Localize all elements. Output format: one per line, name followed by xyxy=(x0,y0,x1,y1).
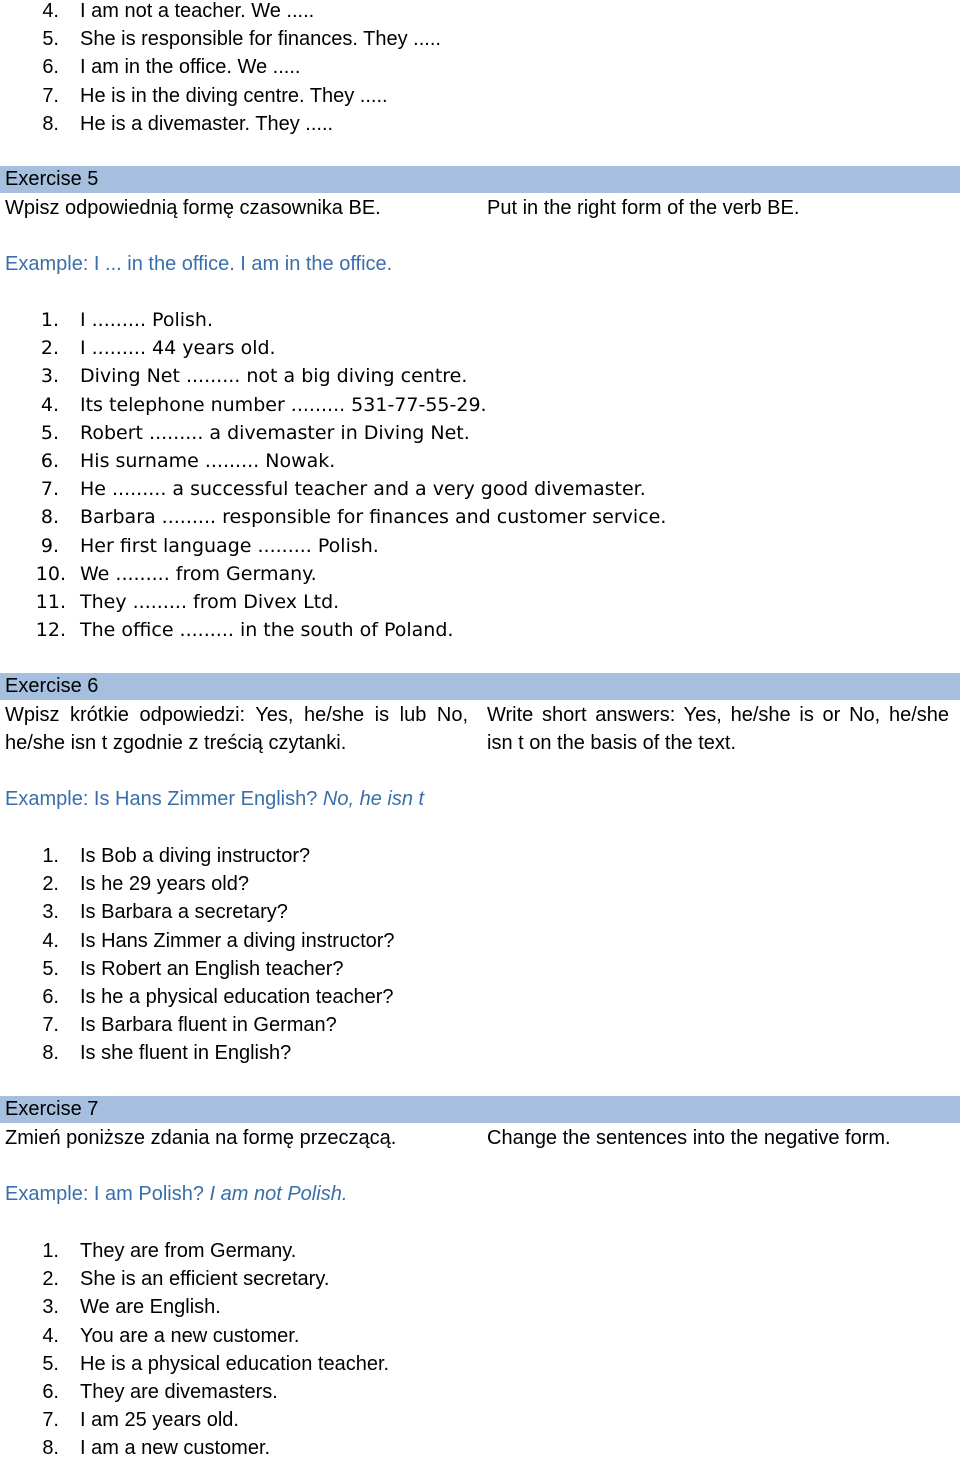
exercise-7-header: Exercise 7 xyxy=(0,1096,960,1123)
exercise-6-header: Exercise 6 xyxy=(0,673,960,700)
list-item: 2. She is an efficient secretary. xyxy=(42,1268,330,1291)
list-item: 6. They are divemasters. xyxy=(42,1380,278,1403)
list-item: 5. Is Robert an English teacher? xyxy=(42,957,344,980)
list-item: 1. I ......... Polish. xyxy=(40,309,213,331)
list-item: 11. They ......... from Divex Ltd. xyxy=(35,590,340,613)
list-item: 8. I am a new customer. xyxy=(42,1437,271,1460)
list-item: 1. They are from Germany. xyxy=(42,1240,297,1262)
list-item: 5. He is a physical education teacher. xyxy=(42,1352,390,1375)
list-item: 3. Is Barbara a secretary? xyxy=(42,901,288,924)
exercise-6-example: Example: Is Hans Zimmer English? No, he isn t xyxy=(5,788,425,810)
list-item: 4. You are a new customer. xyxy=(42,1324,300,1347)
list-item: 5. Robert ......... a divemaster in Diving Net. xyxy=(40,421,470,444)
exercise-5-instruction-en: Put in the right form of the verb BE. xyxy=(487,197,800,219)
list-item: 7. He is in the diving centre. They ..... xyxy=(42,84,388,107)
list-item: 8. Barbara ......... responsible for finances and customer service. xyxy=(40,506,667,529)
exercise-6-instruction-en: Write short answers: Yes, he/she is or No, he/she isn t on the basis of the text. xyxy=(487,704,949,755)
list-item: 4. I am not a teacher. We ..... xyxy=(42,0,315,22)
list-item: 9. Her first language ......... Polish. xyxy=(40,534,379,557)
list-item: 3. Diving Net ......... not a big diving centre. xyxy=(40,365,468,388)
exercise-7-example: Example: I am Polish? I am not Polish. xyxy=(5,1183,348,1205)
list-item: 8. Is she fluent in English? xyxy=(42,1042,292,1065)
list-item: 6. I am in the office. We ..... xyxy=(42,56,301,79)
list-item: 1. Is Bob a diving instructor? xyxy=(42,845,311,867)
list-item: 7. He ......... a successful teacher and a very good divemaster. xyxy=(40,478,646,501)
exercise-7-instruction-pl: Zmień poniższe zdania na formę przeczącą. xyxy=(5,1127,397,1149)
list-item: 4. Its telephone number ......... 531-77-55-29. xyxy=(40,393,487,416)
list-item: 8. He is a divemaster. They ..... xyxy=(42,112,334,135)
exercise-5-header: Exercise 5 xyxy=(0,166,960,193)
list-item: 2. Is he 29 years old? xyxy=(42,873,249,896)
list-item: 12. The office ......... in the south of Poland. xyxy=(35,619,454,642)
list-item: 2. I ......... 44 years old. xyxy=(40,337,276,360)
exercise-5-list xyxy=(0,306,666,644)
exercise-6-instruction-pl: Wpisz krótkie odpowiedzi: Yes, he/she is lub No, he/she isn t zgodnie z treścią czytanki. xyxy=(5,704,468,755)
exercise-5-example: Example: I ... in the office. I am in the office. xyxy=(5,253,393,275)
list-item: 4. Is Hans Zimmer a diving instructor? xyxy=(42,929,395,952)
exercise-7-list xyxy=(0,1237,389,1463)
list-item: 7. Is Barbara fluent in German? xyxy=(42,1014,337,1037)
list-item: 3. We are English. xyxy=(42,1296,221,1319)
list-item: 7. I am 25 years old. xyxy=(42,1409,239,1432)
list-item: 10. We ......... from Germany. xyxy=(35,562,317,585)
exercise-5-instruction-pl: Wpisz odpowiednią formę czasownika BE. xyxy=(5,197,381,219)
exercise-6-list xyxy=(0,842,395,1068)
list-item: 6. Is he a physical education teacher? xyxy=(42,985,394,1008)
list-item: 6. His surname ......... Nowak. xyxy=(40,449,336,472)
previous-exercise-list xyxy=(0,0,441,138)
list-item: 5. She is responsible for finances. They ..... xyxy=(42,28,441,51)
exercise-7-instruction-en: Change the sentences into the negative form. xyxy=(487,1127,891,1149)
